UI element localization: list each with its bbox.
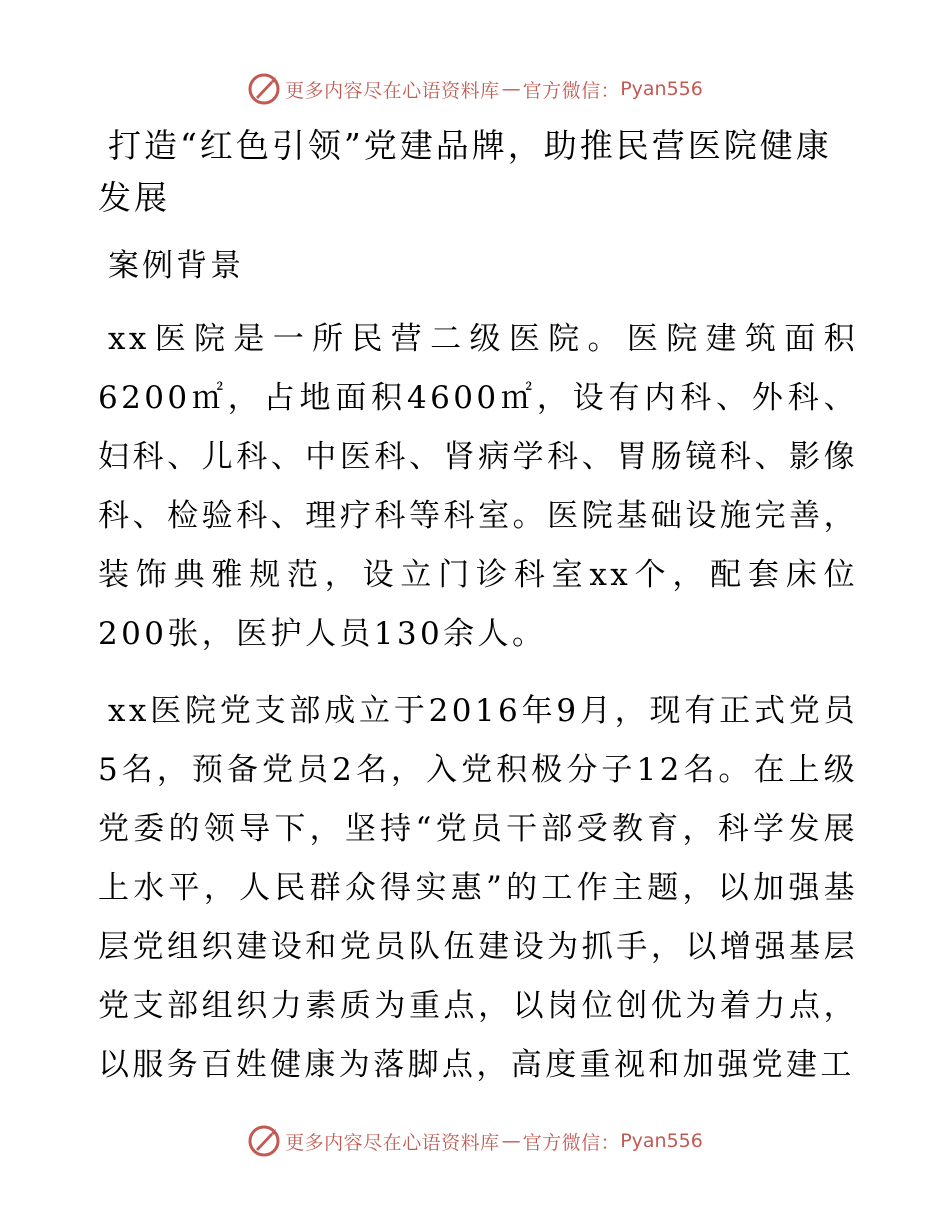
watermark-id: Pyan556 (620, 78, 703, 100)
watermark-text: 更多内容尽在心语资料库 (285, 1131, 500, 1154)
document-title: 打造“红色引领”党建品牌，助推民营医院健康发展 (98, 126, 832, 217)
paragraph-1: xx医院是一所民营二级医院。医院建筑面积6200㎡，占地面积4600㎡，设有内科、外科、妇科、儿科、中医科、肾病学科、胃肠镜科、影像科、检验科、理疗科等科室。医院基础设施完善，装饰典雅规范，设立门诊科室xx个，配套床位200张，医护人员130余人。 (98, 321, 858, 652)
document-body (98, 120, 858, 1095)
watermark-separator: — (501, 1130, 521, 1152)
watermark-label: 官方微信： (522, 79, 621, 102)
paragraph-2: xx医院党支部成立于2016年9月，现有正式党员5名，预备党员2名，入党积极分子12名。在上级党委的领导下，坚持“党员干部受教育，科学发展上水平，人民群众得实惠”的工作主题，以加强基层党组织建设和党员队伍建设为抓手，以增强基层党支部组织力素质为重点，以岗位创优为着力点，以服务百姓健康为落脚点，高度重视和加强党建工 (98, 693, 858, 1083)
footer-watermark (0, 1124, 950, 1158)
quill-logo-icon (247, 1124, 281, 1158)
watermark-label: 官方微信： (522, 1131, 621, 1154)
watermark-separator: — (501, 78, 521, 100)
watermark-text: 更多内容尽在心语资料库 (285, 79, 500, 102)
quill-logo-icon (247, 72, 281, 106)
section-heading: 案例背景 (108, 248, 244, 284)
header-watermark (0, 72, 950, 106)
watermark-id: Pyan556 (620, 1130, 703, 1152)
